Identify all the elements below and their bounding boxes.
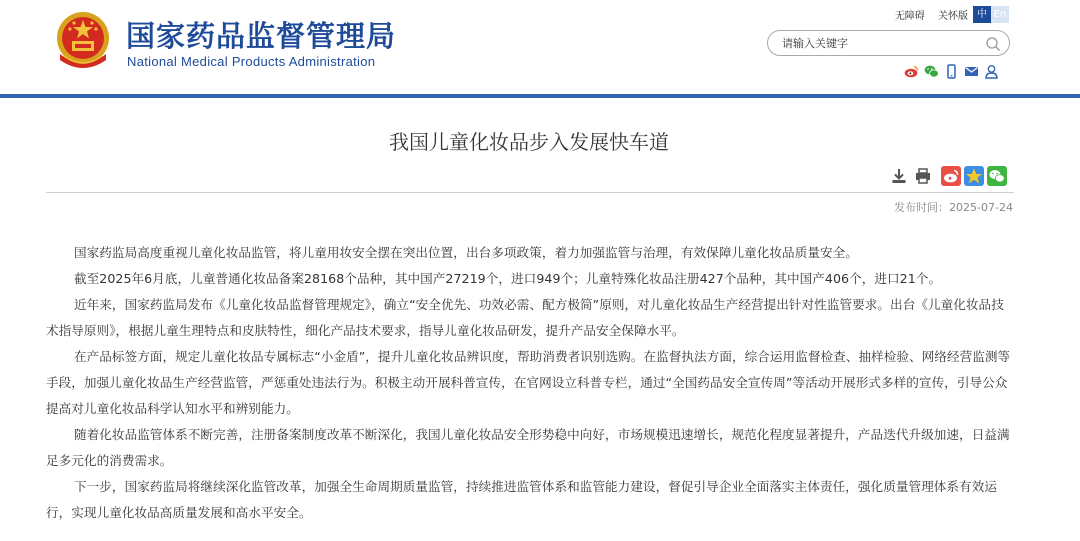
article-paragraph: 国家药监局高度重视儿童化妆品监管，将儿童用妆安全摆在突出位置，出台多项政策，着力加强监管与治理，有效保障儿童化妆品质量安全。 <box>74 245 858 260</box>
site-logo-title[interactable]: 国家药品监督管理局 <box>126 19 397 53</box>
download-icon[interactable] <box>890 167 908 185</box>
article-paragraph: 随着化妆品监管体系不断完善，注册备案制度改革不断深化，我国儿童化妆品安全形势稳中向好，市场规模迅速增长，规范化程度显著提升，产品迭代升级加速，日益满足多元化的消费需求。 <box>46 427 1010 468</box>
article-tools <box>890 166 1007 186</box>
mobile-icon[interactable] <box>944 64 959 79</box>
care-mode-link[interactable]: 关怀版 <box>938 11 968 22</box>
search-input[interactable] <box>782 35 972 52</box>
article-paragraph: 在产品标签方面，规定儿童化妆品专属标志“小金盾”，提升儿童化妆品辨识度，帮助消费者识别选购。在监督执法方面，综合运用监督检查、抽样检验、网络经营监测等手段，加强儿童化妆品生产经营监管，严惩重处违法行为。积极主动开展科普宣传，在官网设立科普专栏，通过“全国药品安全宣传周”等活动开展形式多样的宣传，引导公众提高对儿童化妆品科学认知水平和辨别能力。 <box>46 349 1011 416</box>
header-share-icons <box>904 64 999 79</box>
article-paragraph: 近年来，国家药监局发布《儿童化妆品监督管理规定》，确立“安全优先、功效必需、配方极简”原则，对儿童化妆品生产经营提出针对性监管要求。出台《儿童化妆品技术指导原则》，根据儿童生理特点和皮肤特性，细化产品技术要求，指导儿童化妆品研发，提升产品安全保障水平。 <box>46 297 1004 338</box>
wechat-share-icon[interactable] <box>987 166 1007 186</box>
article-paragraph: 截至2025年6月底，儿童普通化妆品备案28168个品种，其中国产27219个，进口949个；儿童特殊化妆品注册427个品种，其中国产406个，进口21个。 <box>74 271 942 286</box>
site-logo-subtitle[interactable]: National Medical Products Administration <box>127 54 376 69</box>
lang-en-button[interactable]: En <box>991 6 1009 23</box>
search-box <box>767 30 1010 56</box>
qzone-share-icon[interactable] <box>964 166 984 186</box>
weibo-icon[interactable] <box>904 64 919 79</box>
site-header <box>0 0 1080 96</box>
search-icon[interactable] <box>985 36 1001 52</box>
print-icon[interactable] <box>914 167 932 185</box>
article-title: 我国儿童化妆品步入发展快车道 <box>389 130 669 154</box>
article-body <box>46 240 1014 526</box>
language-switch <box>973 6 1009 23</box>
user-icon[interactable] <box>984 64 999 79</box>
weibo-share-icon[interactable] <box>941 166 961 186</box>
article-paragraph: 下一步，国家药监局将继续深化监管改革，加强全生命周期质量监管，持续推进监管体系和监管能力建设，督促引导企业全面落实主体责任，强化质量管理体系有效运行，实现儿童化妆品高质量发展和高水平安全。 <box>46 479 997 520</box>
lang-cn-button[interactable]: 中 <box>973 6 991 23</box>
top-links <box>885 7 968 22</box>
wechat-icon[interactable] <box>924 64 939 79</box>
national-emblem-icon[interactable] <box>54 10 112 72</box>
publish-date-value: 2025-07-24 <box>949 201 1013 214</box>
accessibility-link[interactable]: 无障碍 <box>894 11 925 22</box>
publish-date <box>894 199 1013 215</box>
mail-icon[interactable] <box>964 64 979 79</box>
header-divider <box>0 94 1080 98</box>
publish-date-label: 发布时间： <box>894 201 950 214</box>
article-divider <box>46 192 1014 193</box>
